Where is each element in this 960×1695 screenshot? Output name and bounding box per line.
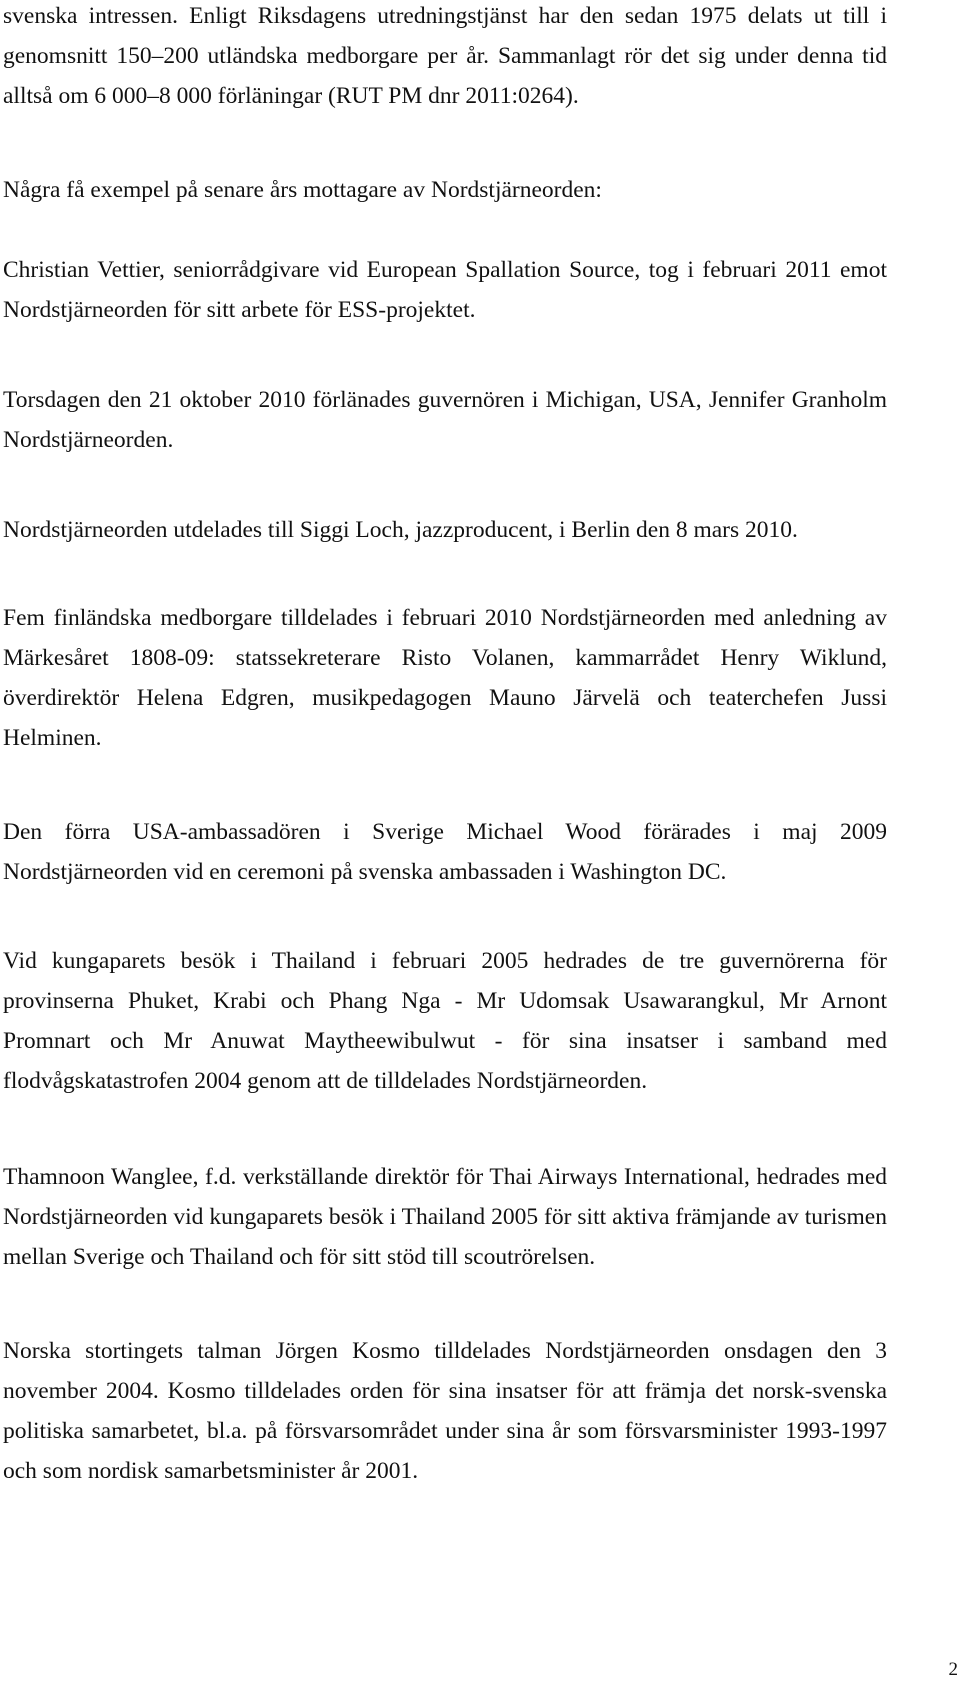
paragraph-wanglee: Thamnoon Wanglee, f.d. verkställande direktör för Thai Airways International, hedrades med Nordstjärneorden vid kungaparets besök i Thailand 2005 för sitt aktiva främjande av turismen mellan Sverige och Thailand och för sitt stöd till scoutrörelsen. [3, 1164, 887, 1270]
paragraph-intro-continuation: svenska intressen. Enligt Riksdagens utredningstjänst har den sedan 1975 delats ut till i genomsnitt 150–200 utländska medborgare per år. Sammanlagt rör det sig under denna tid alltså om 6 000–8 000 förläningar (RUT PM dnr 2011:0264). [3, 3, 887, 109]
paragraph-examples-heading: Några få exempel på senare års mottagare av Nordstjärneorden: [3, 177, 602, 203]
paragraph-thai-governors: Vid kungaparets besök i Thailand i februari 2005 hedrades de tre guvernörerna för provinserna Phuket, Krabi och Phang Nga - Mr Udomsak Usawarangkul, Mr Arnont Promnart och Mr Anuwat Maytheewibulwut - för sina insatser i samband med flodvågskatastrofen 2004 genom att de tilldelades Nordstjärneorden. [3, 948, 887, 1094]
paragraph-loch: Nordstjärneorden utdelades till Siggi Loch, jazzproducent, i Berlin den 8 mars 2010. [3, 517, 798, 543]
paragraph-finnish-recipients: Fem finländska medborgare tilldelades i februari 2010 Nordstjärneorden med anledning av Märkesåret 1808-09: statssekreterare Risto Volanen, kammarrådet Henry Wiklund, överdirektör Helena Edgren, musikpedagogen Mauno Järvelä och teaterchefen Jussi Helminen. [3, 605, 887, 751]
paragraph-kosmo: Norska stortingets talman Jörgen Kosmo tilldelades Nordstjärneorden onsdagen den 3 november 2004. Kosmo tilldelades orden för sina insatser för att främja det norsk-svenska politiska samarbetet, bl.a. på försvarsområdet under sina år som försvarsminister 1993-1997 och som nordisk samarbetsminister år 2001. [3, 1338, 887, 1484]
paragraph-vettier: Christian Vettier, seniorrådgivare vid European Spallation Source, tog i februari 2011 emot Nordstjärneorden för sitt arbete för ESS-projektet. [3, 257, 887, 323]
page-number: 2 [948, 1659, 958, 1680]
paragraph-granholm: Torsdagen den 21 oktober 2010 förlänades guvernören i Michigan, USA, Jennifer Granholm Nordstjärneorden. [3, 387, 887, 453]
paragraph-wood: Den förra USA-ambassadören i Sverige Michael Wood förärades i maj 2009 Nordstjärneorden vid en ceremoni på svenska ambassaden i Washington DC. [3, 819, 887, 885]
